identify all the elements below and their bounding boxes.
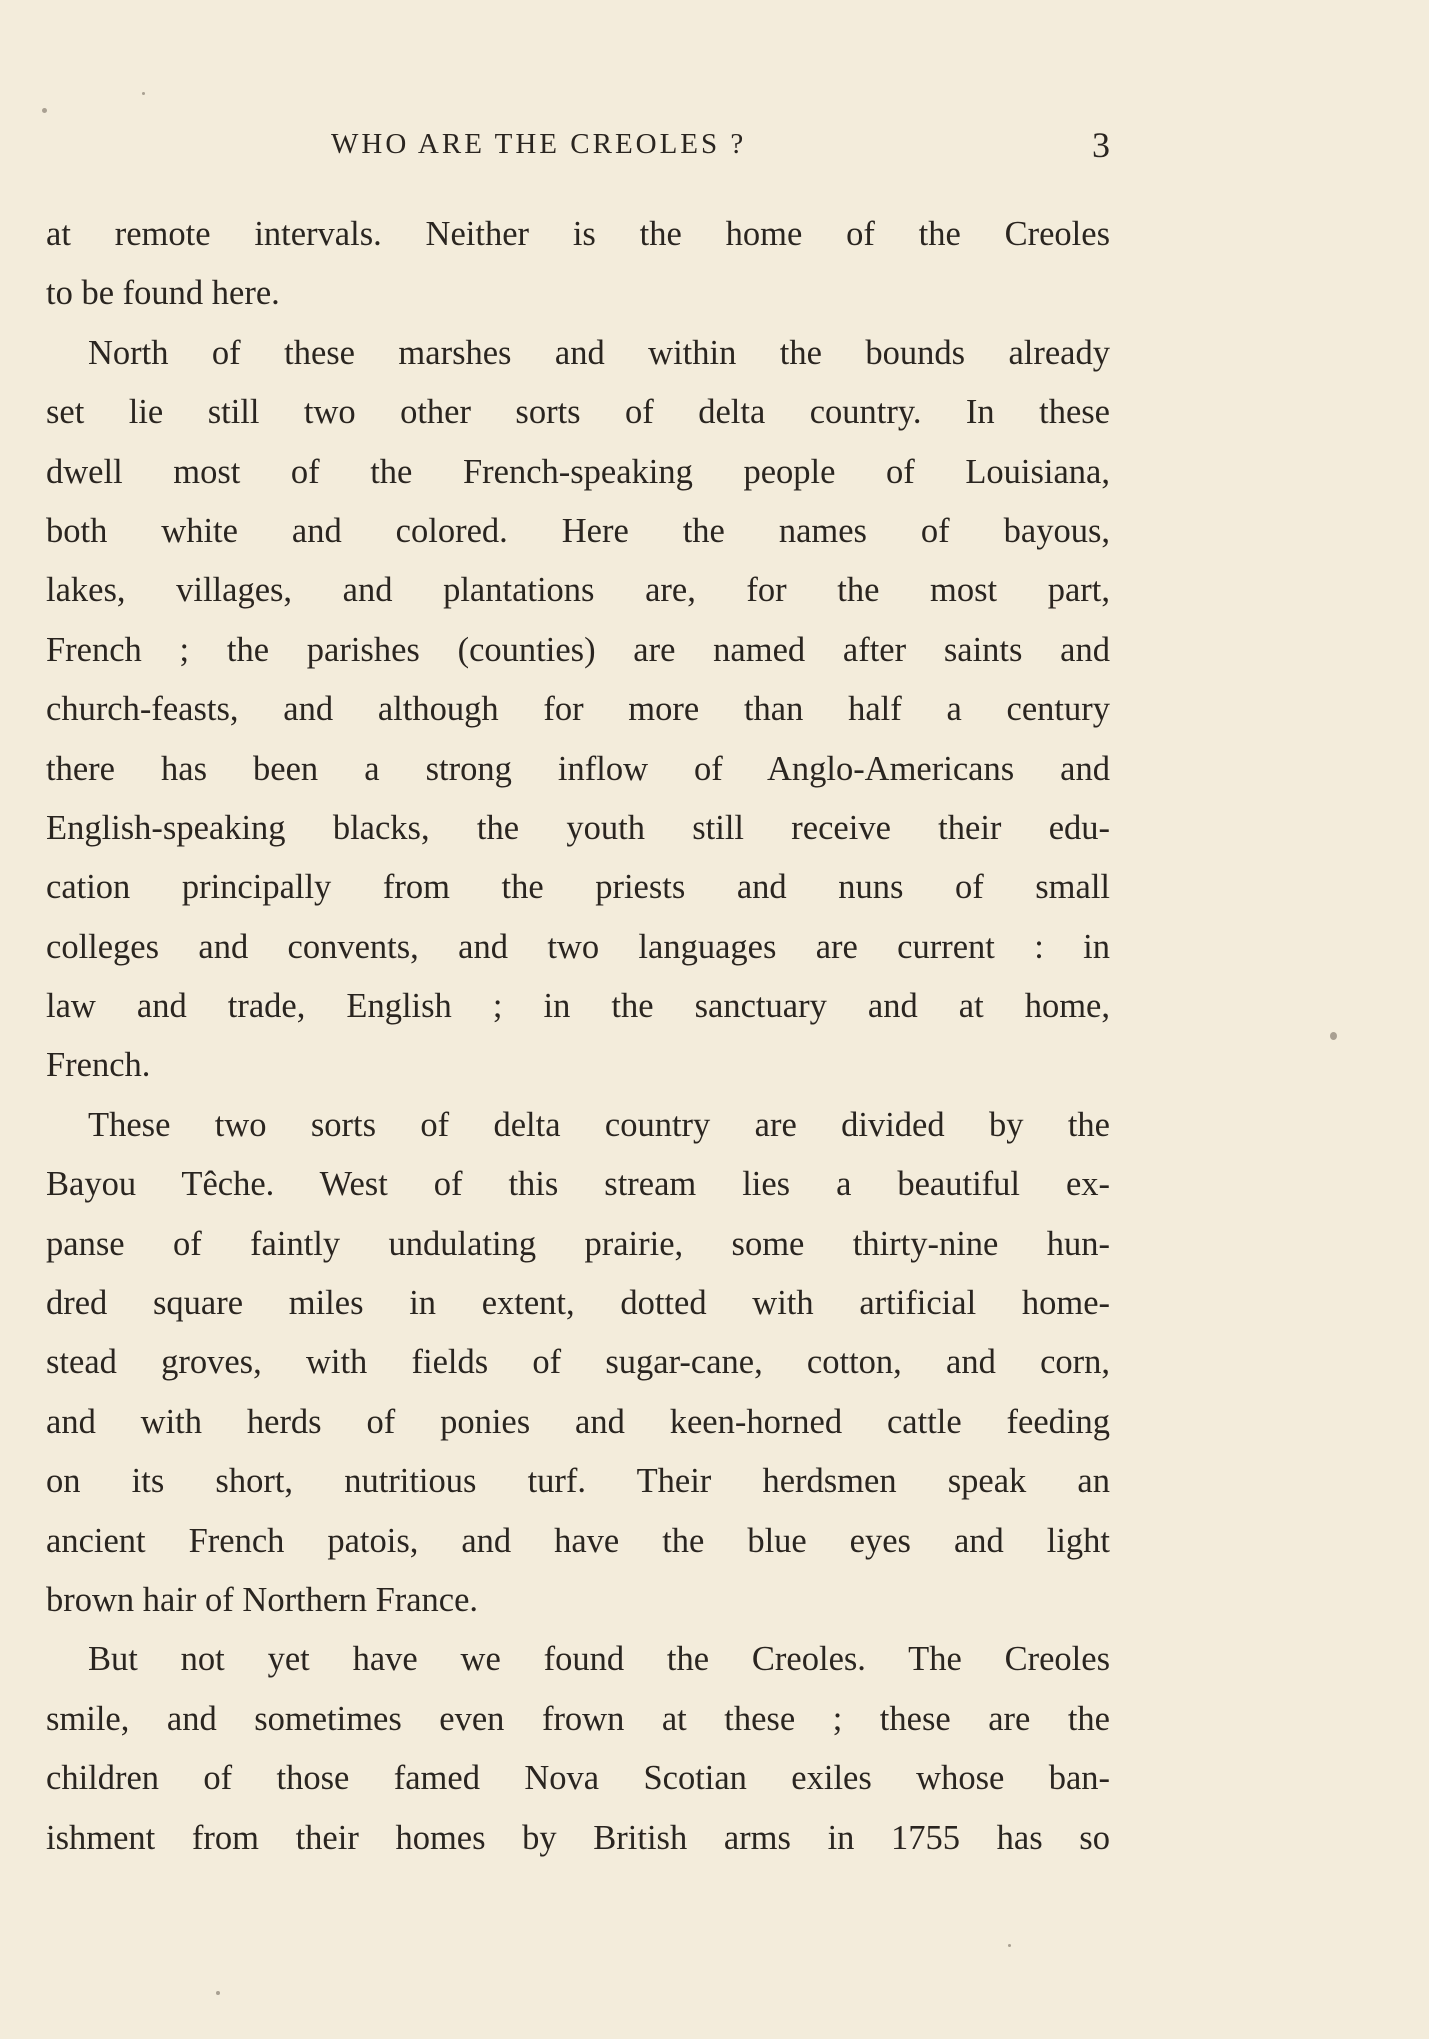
text-line: dwell most of the French-speaking people of Louisiana, bbox=[46, 452, 1110, 491]
paper-speck bbox=[142, 92, 145, 95]
text-line: English-speaking blacks, the youth still receive their edu- bbox=[46, 808, 1110, 847]
text-line: North of these marshes and within the bounds already bbox=[88, 333, 1110, 372]
text-line: brown hair of Northern France. bbox=[46, 1580, 479, 1619]
text-line: Bayou Têche. West of this stream lies a beautiful ex- bbox=[46, 1165, 1110, 1204]
text-line: law and trade, English ; in the sanctuary and at home, bbox=[46, 987, 1110, 1026]
text-line: French ; the parishes (counties) are named after saints and bbox=[46, 630, 1110, 669]
text-line: colleges and convents, and two languages are current : in bbox=[46, 927, 1110, 966]
paper-speck bbox=[216, 1991, 220, 1995]
text-line: children of those famed Nova Scotian exiles whose ban- bbox=[46, 1759, 1110, 1798]
text-line: These two sorts of delta country are divided by the bbox=[88, 1105, 1110, 1144]
text-line: lakes, villages, and plantations are, for the most part, bbox=[46, 571, 1110, 610]
text-line: ancient French patois, and have the blue eyes and light bbox=[46, 1521, 1110, 1560]
text-line: stead groves, with fields of sugar-cane, cotton, and corn, bbox=[46, 1343, 1110, 1382]
text-line: smile, and sometimes even frown at these ; these are the bbox=[46, 1699, 1110, 1738]
running-title: WHO ARE THE CREOLES ? bbox=[331, 128, 747, 160]
text-line: cation principally from the priests and nuns of small bbox=[46, 868, 1110, 907]
text-line: church-feasts, and although for more than half a century bbox=[46, 690, 1110, 729]
text-line: panse of faintly undulating prairie, some thirty-nine hun- bbox=[46, 1224, 1110, 1263]
page-number: 3 bbox=[1092, 125, 1110, 165]
text-line: at remote intervals. Neither is the home of the Creoles bbox=[46, 215, 1110, 253]
text-line: But not yet have we found the Creoles. The Creoles bbox=[88, 1640, 1110, 1679]
text-line: ishment from their homes by British arms in 1755 has so bbox=[46, 1818, 1110, 1857]
paper-speck bbox=[1008, 1944, 1011, 1947]
text-line: set lie still two other sorts of delta country. In these bbox=[46, 393, 1110, 432]
text-line: French. bbox=[46, 1046, 151, 1085]
text-line: both white and colored. Here the names of bayous, bbox=[46, 511, 1110, 550]
running-head bbox=[46, 125, 1110, 172]
body-text bbox=[46, 205, 1110, 1868]
text-line: to be found here. bbox=[46, 274, 280, 313]
text-line: dred square miles in extent, dotted with artificial home- bbox=[46, 1284, 1110, 1323]
paper-speck bbox=[42, 108, 47, 113]
paper-speck bbox=[1330, 1032, 1337, 1040]
text-line: and with herds of ponies and keen-horned cattle feeding bbox=[46, 1402, 1110, 1441]
text-line: on its short, nutritious turf. Their herdsmen speak an bbox=[46, 1462, 1110, 1501]
text-line: there has been a strong inflow of Anglo-Americans and bbox=[46, 749, 1110, 788]
